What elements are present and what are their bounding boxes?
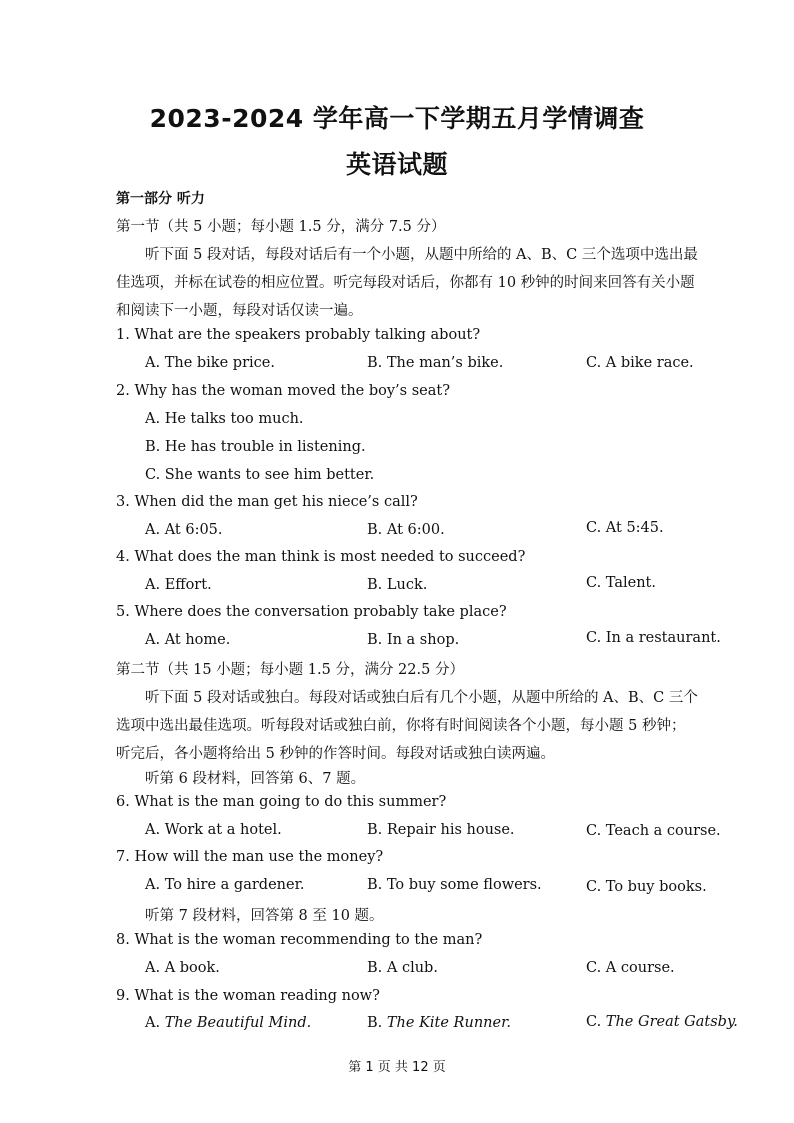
page-title: 2023-2024 学年高一下学期五月学情调查 [149, 104, 645, 133]
question-text: 8. What is the woman recommending to the man? [116, 932, 483, 948]
section2-instructions-line: 选项中选出最佳选项。听每段对话或独白前，你将有时间阅读各个小题，每小题 5 秒钟； [116, 718, 686, 734]
option-c: C. In a restaurant. [586, 630, 721, 646]
option-a: A. At 6:05. [145, 522, 223, 538]
option-c: C. A course. [586, 960, 675, 976]
option-b [367, 1015, 511, 1031]
option-b: B. Luck. [367, 577, 428, 593]
option-c: C. At 5:45. [586, 520, 664, 536]
material-note: 听第 6 段材料，回答第 6、7 题。 [145, 771, 366, 787]
option-a: A. At home. [145, 632, 231, 648]
section2-heading: 第二节（共 15 小题；每小题 1.5 分，满分 22.5 分） [116, 662, 464, 678]
option-c [586, 1014, 738, 1030]
option-b: B. He has trouble in listening. [145, 439, 366, 455]
part-heading: 第一部分 听力 [116, 191, 205, 207]
option-a: A. The bike price. [145, 355, 275, 371]
question-text: 3. When did the man get his niece’s call? [116, 494, 418, 510]
option-b: B. In a shop. [367, 632, 460, 648]
option-c: C. She wants to see him better. [145, 467, 375, 483]
option-a: A. He talks too much. [145, 411, 304, 427]
option-c: C. Teach a course. [586, 823, 721, 839]
question-text: 2. Why has the woman moved the boy’s seat? [116, 383, 450, 399]
option-letter: C. [586, 1014, 606, 1030]
section1-instructions-line: 听下面 5 段对话，每段对话后有一个小题，从题中所给的 A、B、C 三个选项中选出最 [145, 247, 698, 263]
option-b: B. The man’s bike. [367, 355, 504, 371]
option-b: B. Repair his house. [367, 822, 515, 838]
material-note: 听第 7 段材料，回答第 8 至 10 题。 [145, 908, 384, 924]
page-footer: 第 1 页 共 12 页 [348, 1060, 446, 1075]
section1-heading: 第一节（共 5 小题；每小题 1.5 分，满分 7.5 分） [116, 219, 446, 235]
question-text: 9. What is the woman reading now? [116, 988, 380, 1004]
question-text: 6. What is the man going to do this summer? [116, 794, 447, 810]
option-b: B. At 6:00. [367, 522, 445, 538]
book-title: The Great Gatsby. [605, 1014, 738, 1030]
question-text: 1. What are the speakers probably talking about? [116, 327, 481, 343]
option-c: C. Talent. [586, 575, 656, 591]
page-subtitle: 英语试题 [345, 150, 448, 179]
question-text: 4. What does the man think is most needed to succeed? [116, 549, 526, 565]
section2-instructions-line: 听完后，各小题将给出 5 秒钟的作答时间。每段对话或独白读两遍。 [116, 746, 555, 762]
section2-instructions-line: 听下面 5 段对话或独白。每段对话或独白后有几个小题，从题中所给的 A、B、C 三个 [145, 690, 698, 706]
question-text: 5. Where does the conversation probably take place? [116, 604, 507, 620]
option-a: A. To hire a gardener. [145, 877, 305, 893]
option-a: A. Work at a hotel. [145, 822, 282, 838]
option-b: B. A club. [367, 960, 438, 976]
option-b: B. To buy some flowers. [367, 877, 542, 893]
option-c: C. A bike race. [586, 355, 694, 371]
section1-instructions-line: 佳选项，并标在试卷的相应位置。听完每段对话后，你都有 10 秒钟的时间来回答有关小题 [116, 275, 695, 291]
option-letter: B. [367, 1015, 387, 1031]
option-c: C. To buy books. [586, 879, 707, 895]
option-a: A. Effort. [145, 577, 212, 593]
option-a: A. A book. [145, 960, 220, 976]
book-title: The Beautiful Mind. [164, 1015, 312, 1031]
option-letter: A. [145, 1015, 165, 1031]
option-a [145, 1015, 311, 1031]
question-text: 7. How will the man use the money? [116, 849, 384, 865]
book-title: The Kite Runner. [386, 1015, 512, 1031]
section1-instructions-line: 和阅读下一小题，每段对话仅读一遍。 [116, 303, 363, 319]
